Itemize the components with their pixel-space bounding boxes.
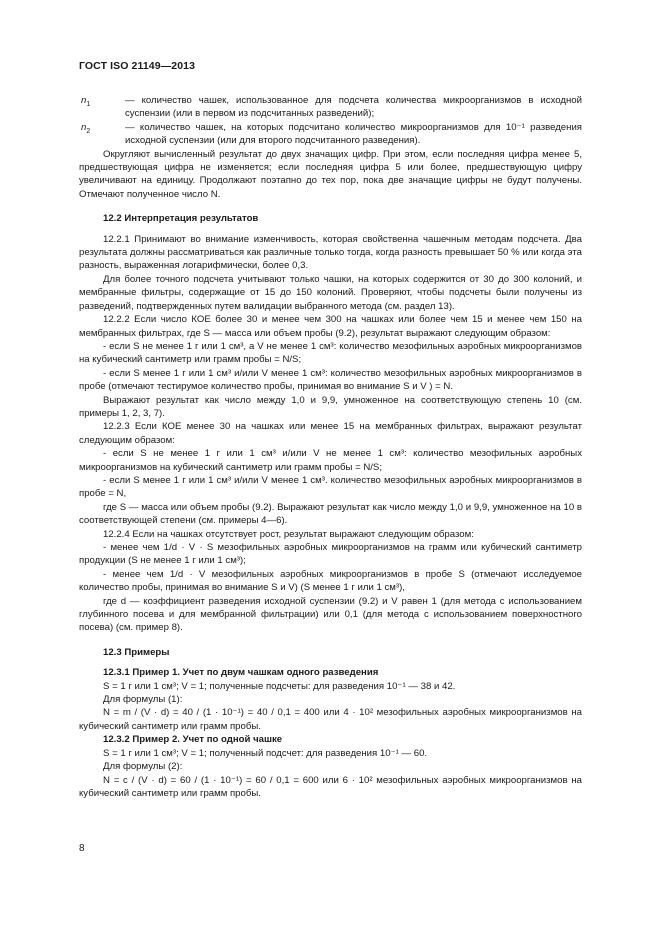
example-1-formula: N = m / (V · d) = 40 / (1 · 10⁻¹) = 40 / 0,1 = 400 или 4 · 10² мезофильных аэробных микроорганизмов на кубический сантиметр или грамм пробы. xyxy=(79,707,582,732)
rounding-paragraph: Округляют вычисленный результат до двух значащих цифр. При этом, если последняя цифра менее 5, предшествующая цифра не изменяется; если последняя цифра 5 или более, предшествующую цифру увеличивают на единицу. Продолжают поэтапно до тех пор, пока две значащие цифры не будут получены. Отмечают полученное число N. xyxy=(79,148,582,200)
definition-symbol: $n_1$ xyxy=(81,95,91,108)
paragraph: Для более точного подсчета учитывают только чашки, на которых содержится от 30 до 300 колоний, и мембранные фильтры, содержащие от 15 до 150 колоний. Проверяют, чтобы подсчеты были получены из разведений, подтвержденных путем валидации выбранного метода (см. раздел 13). xyxy=(79,273,582,312)
definition-text: — количество чашек, использованное для подсчета количества микроорганизмов в исходной суспензии (или в первом из подсчитанных разведений); xyxy=(125,95,582,120)
section-heading-12-3: 12.3 Примеры xyxy=(103,646,170,658)
example-1-line: S = 1 г или 1 см³; V = 1; полученные подсчеты: для разведения 10⁻¹ — 38 и 42. xyxy=(103,680,456,692)
list-item: - если S не менее 1 г или 1 см³, а V не менее 1 см³: количество мезофильных аэробных микроорганизмов на кубический сантиметр или грамм пробы = N/S; xyxy=(79,340,582,366)
list-item: - менее чем 1/d · V · S мезофильных аэробных микроорганизмов на грамм или кубический сантиметр продукции (S не менее 1 г или 1 см³); xyxy=(79,542,582,567)
example-2-line: S = 1 г или 1 см³; V = 1; полученный подсчет: для разведения 10⁻¹ — 60. xyxy=(103,747,428,759)
example-2-heading: 12.3.2 Пример 2. Учет по одной чашке xyxy=(103,734,283,746)
paragraph-12-2-4: 12.2.4 Если на чашках отсутствует рост, результат выражают следующим образом: xyxy=(103,528,474,540)
paragraph: где S — масса или объем пробы (9.2). Выражают результат как число между 1,0 и 9,9, умноженное на 10 в соответствующей степени (см. примеры 4—6). xyxy=(79,501,582,527)
paragraph: где d — коэффициент разведения исходной суспензии (9.2) и V равен 1 (для метода с использованием глубинного посева и для мембранной фильтрации) или 0,1 (для метода с использованием поверхностного посева) (см. пример 8). xyxy=(79,595,582,634)
paragraph: Выражают результат как число между 1,0 и 9,9, умноженное на соответствующую степень 10 (см. примеры 1, 2, 3, 7). xyxy=(79,394,582,419)
document-header: ГОСТ ISO 21149—2013 xyxy=(79,60,196,72)
definition-n2 xyxy=(79,121,582,148)
example-1-heading: 12.3.1 Пример 1. Учет по двум чашкам одного разведения xyxy=(103,667,379,679)
example-2-formula: N = c / (V · d) = 60 / (1 · 10⁻¹) = 60 / 0,1 = 600 или 6 · 10² мезофильных аэробных микроорганизмов на кубический сантиметр или грамм пробы. xyxy=(79,774,582,799)
list-item: - если S менее 1 г или 1 см³ и/или V менее 1 см³: количество мезофильных аэробных микроорганизмов в пробе (отмечают тестирумое количество пробы, принимая во внимание S и V ) = N. xyxy=(79,367,582,393)
paragraph-12-2-3: 12.2.3 Если КОЕ менее 30 на чашках или менее 15 на мембранных фильтрах, выражают результат следующим образом: xyxy=(79,421,582,446)
example-1-line: Для формулы (1): xyxy=(103,694,183,706)
list-item: - менее чем 1/d · V мезофильных аэробных микроорганизмов в пробе S (отмечают исследуемое количество пробы, принимая во внимание S и V) (S менее 1 г или 1 см³), xyxy=(79,568,582,594)
document-body xyxy=(79,94,582,800)
list-item: - если S менее 1 г или 1 см³ и/или V менее 1 см³. количество мезофильных аэробных микроорганизмов в пробе = N, xyxy=(79,474,582,500)
definition-n1 xyxy=(79,94,582,121)
section-heading-12-2: 12.2 Интерпретация результатов xyxy=(103,213,259,225)
definition-text: — количество чашек, на которых подсчитано количество микроорганизмов для 10⁻¹ разведения исходной суспензии (или для второго подсчитанного разведения). xyxy=(125,121,582,147)
list-item: - если S не менее 1 г или 1 см³ и/или V не менее 1 см³: количество мезофильных аэробных микроорганизмов на кубический сантиметр или грамм пробы = N/S; xyxy=(79,448,582,473)
example-2-line: Для формулы (2): xyxy=(103,761,183,773)
paragraph-12-2-1: 12.2.1 Принимают во внимание изменчивость, которая свойственна чашечным методам подсчета. Два результата должны рассматриваться как различные только тогда, когда разность превышает 50 % или когда эта разность, выраженная логарифмически, более 0,3. xyxy=(79,233,582,272)
definition-symbol: $n_2$ xyxy=(81,121,91,135)
page-number: 8 xyxy=(79,843,85,854)
paragraph-12-2-2: 12.2.2 Если число КОЕ более 30 и менее чем 300 на чашках или более чем 15 и менее чем 150 на мембранных фильтрах, где S — масса или объем пробы (9.2), результат выражают следующим образом: xyxy=(79,314,582,339)
